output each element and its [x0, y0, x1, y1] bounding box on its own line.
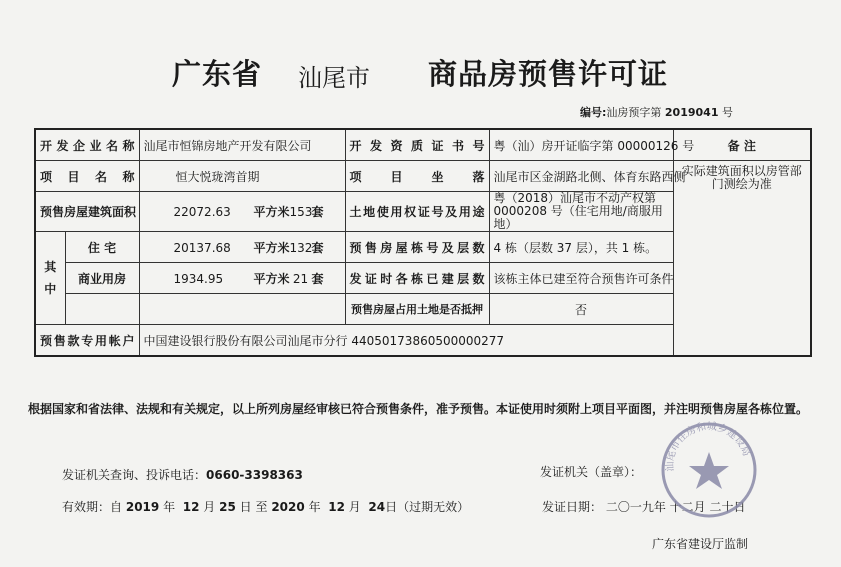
to: 至: [255, 500, 268, 514]
remark-value: 实际建筑面积以房管部门测绘为准: [673, 161, 811, 357]
certificate-table: [34, 128, 812, 357]
account-bank: 中国建设银行股份有限公司汕尾市分行: [143, 333, 348, 348]
commercial-area-value: 1934.95: [173, 271, 224, 286]
empty-cell-a: [65, 294, 139, 325]
unit-set-commercial: 套: [311, 271, 324, 286]
progress-value: 该栋主体已建至符合预售许可条件: [489, 263, 673, 294]
valid-from-month: 12: [182, 500, 200, 514]
building-label: 预售房屋栋号及层数: [345, 232, 489, 263]
land-value-line2: 0000208 号（住宅用地/商服用地）: [493, 204, 663, 231]
residential-area-cell: [139, 232, 345, 263]
qual-label: 开发资质证书号: [345, 129, 489, 161]
cert-no-suffix: 号: [721, 106, 733, 119]
project-value: 恒大悦珑湾首期: [139, 161, 345, 192]
day-1: 日: [239, 500, 252, 514]
commercial-units-value: 21: [292, 271, 309, 286]
residential-area-value: 20137.68: [173, 240, 231, 255]
year-1: 年: [163, 500, 176, 514]
project-label: 项 目 名 称: [35, 161, 139, 192]
valid-from-year: 2019: [125, 500, 160, 514]
tel-value: 0660-3398363: [206, 468, 303, 482]
valid-to-year: 2020: [271, 500, 305, 514]
row-project: [35, 161, 811, 192]
presale-units-value: 153: [289, 205, 313, 219]
validity-period: [62, 498, 469, 515]
unit-set-residential: 套: [311, 240, 324, 255]
cert-no-label: 编号:: [580, 106, 607, 119]
month-2: 月: [348, 500, 361, 514]
land-label: 土地使用权证号及用途: [345, 192, 489, 232]
seal-text: 汕尾市住房和城乡建设局: [664, 421, 752, 472]
location-label: 项 目 坐 落: [345, 161, 489, 192]
residential-units-value: 132: [289, 240, 313, 255]
tel-label: 发证机关查询、投诉电话：: [62, 468, 207, 482]
account-number: 44050173860500000277: [351, 333, 505, 348]
issue-date-label: 发证日期：: [542, 500, 603, 514]
unit-sqm-commercial: 平方米: [253, 271, 290, 286]
land-value: [489, 192, 673, 232]
location-value: 汕尾市区金湖路北侧、体育东路西侧: [489, 161, 673, 192]
residential-label: 住 宅: [65, 232, 139, 263]
unit-sqm-residential: 平方米: [253, 240, 290, 255]
title-city: 汕尾市: [298, 64, 370, 92]
presale-area-cell: [139, 192, 345, 232]
presale-area-value: 22072.63: [173, 205, 231, 219]
unit-set: 套: [311, 205, 324, 219]
cert-no-prefix: 汕房预字第: [606, 106, 662, 119]
expired-note: 日（过期无效）: [385, 500, 470, 514]
developer-label: 开发企业名称: [35, 129, 139, 161]
certificate-number: [580, 104, 733, 120]
progress-label: 发证时各栋已建层数: [345, 263, 489, 294]
commercial-label: 商业用房: [65, 263, 139, 294]
complaint-phone: [62, 466, 303, 483]
approval-note: 根据国家和省法律、法规和有关规定，以上所列房屋经审核已符合预售条件，准予预售。本证使用时须附上项目平面图，并注明预售房屋各栋位置。: [28, 402, 809, 416]
issuing-authority: 发证机关（盖章）：: [540, 465, 643, 479]
qual-value: 粤（汕）房开证临字第 00000126 号: [489, 129, 673, 161]
mortgage-label: 预售房屋占用土地是否抵押: [345, 294, 489, 325]
presale-area-label: 预售房屋建筑面积: [35, 192, 139, 232]
issue-date-value: 二〇一九年 十二月 二十日: [605, 500, 746, 514]
developer-value: 汕尾市恒锦房地产开发有限公司: [139, 129, 345, 161]
title-main: 商品房预售许可证: [428, 57, 669, 91]
land-value-line1: 粤（2018）汕尾市不动产权第: [493, 191, 657, 205]
empty-cell-b: [139, 294, 345, 325]
building-value: 4 栋（层数 37 层），共 1 栋。: [489, 232, 673, 263]
year-2: 年: [308, 500, 321, 514]
supervised-by: 广东省建设厅监制: [652, 537, 749, 551]
official-seal-icon: [656, 418, 762, 518]
remark-label: 备 注: [673, 129, 811, 161]
row-developer: [35, 129, 811, 161]
valid-to-month: 12: [328, 500, 345, 514]
certificate-title: [0, 52, 841, 92]
valid-to-day: 24: [368, 500, 386, 514]
seal-star-icon: [689, 452, 729, 489]
mortgage-value: 否: [489, 294, 673, 325]
among-label: 其中: [35, 232, 65, 325]
account-label: 预售款专用帐户: [35, 325, 139, 357]
month-1: 月: [203, 500, 216, 514]
valid-label: 有效期：自: [62, 500, 123, 514]
title-province: 广东省: [172, 57, 263, 91]
unit-sqm: 平方米: [253, 205, 290, 219]
valid-from-day: 25: [219, 500, 236, 514]
commercial-area-cell: [139, 263, 345, 294]
cert-no-number: 2019041: [664, 106, 719, 119]
account-value: [139, 325, 673, 357]
